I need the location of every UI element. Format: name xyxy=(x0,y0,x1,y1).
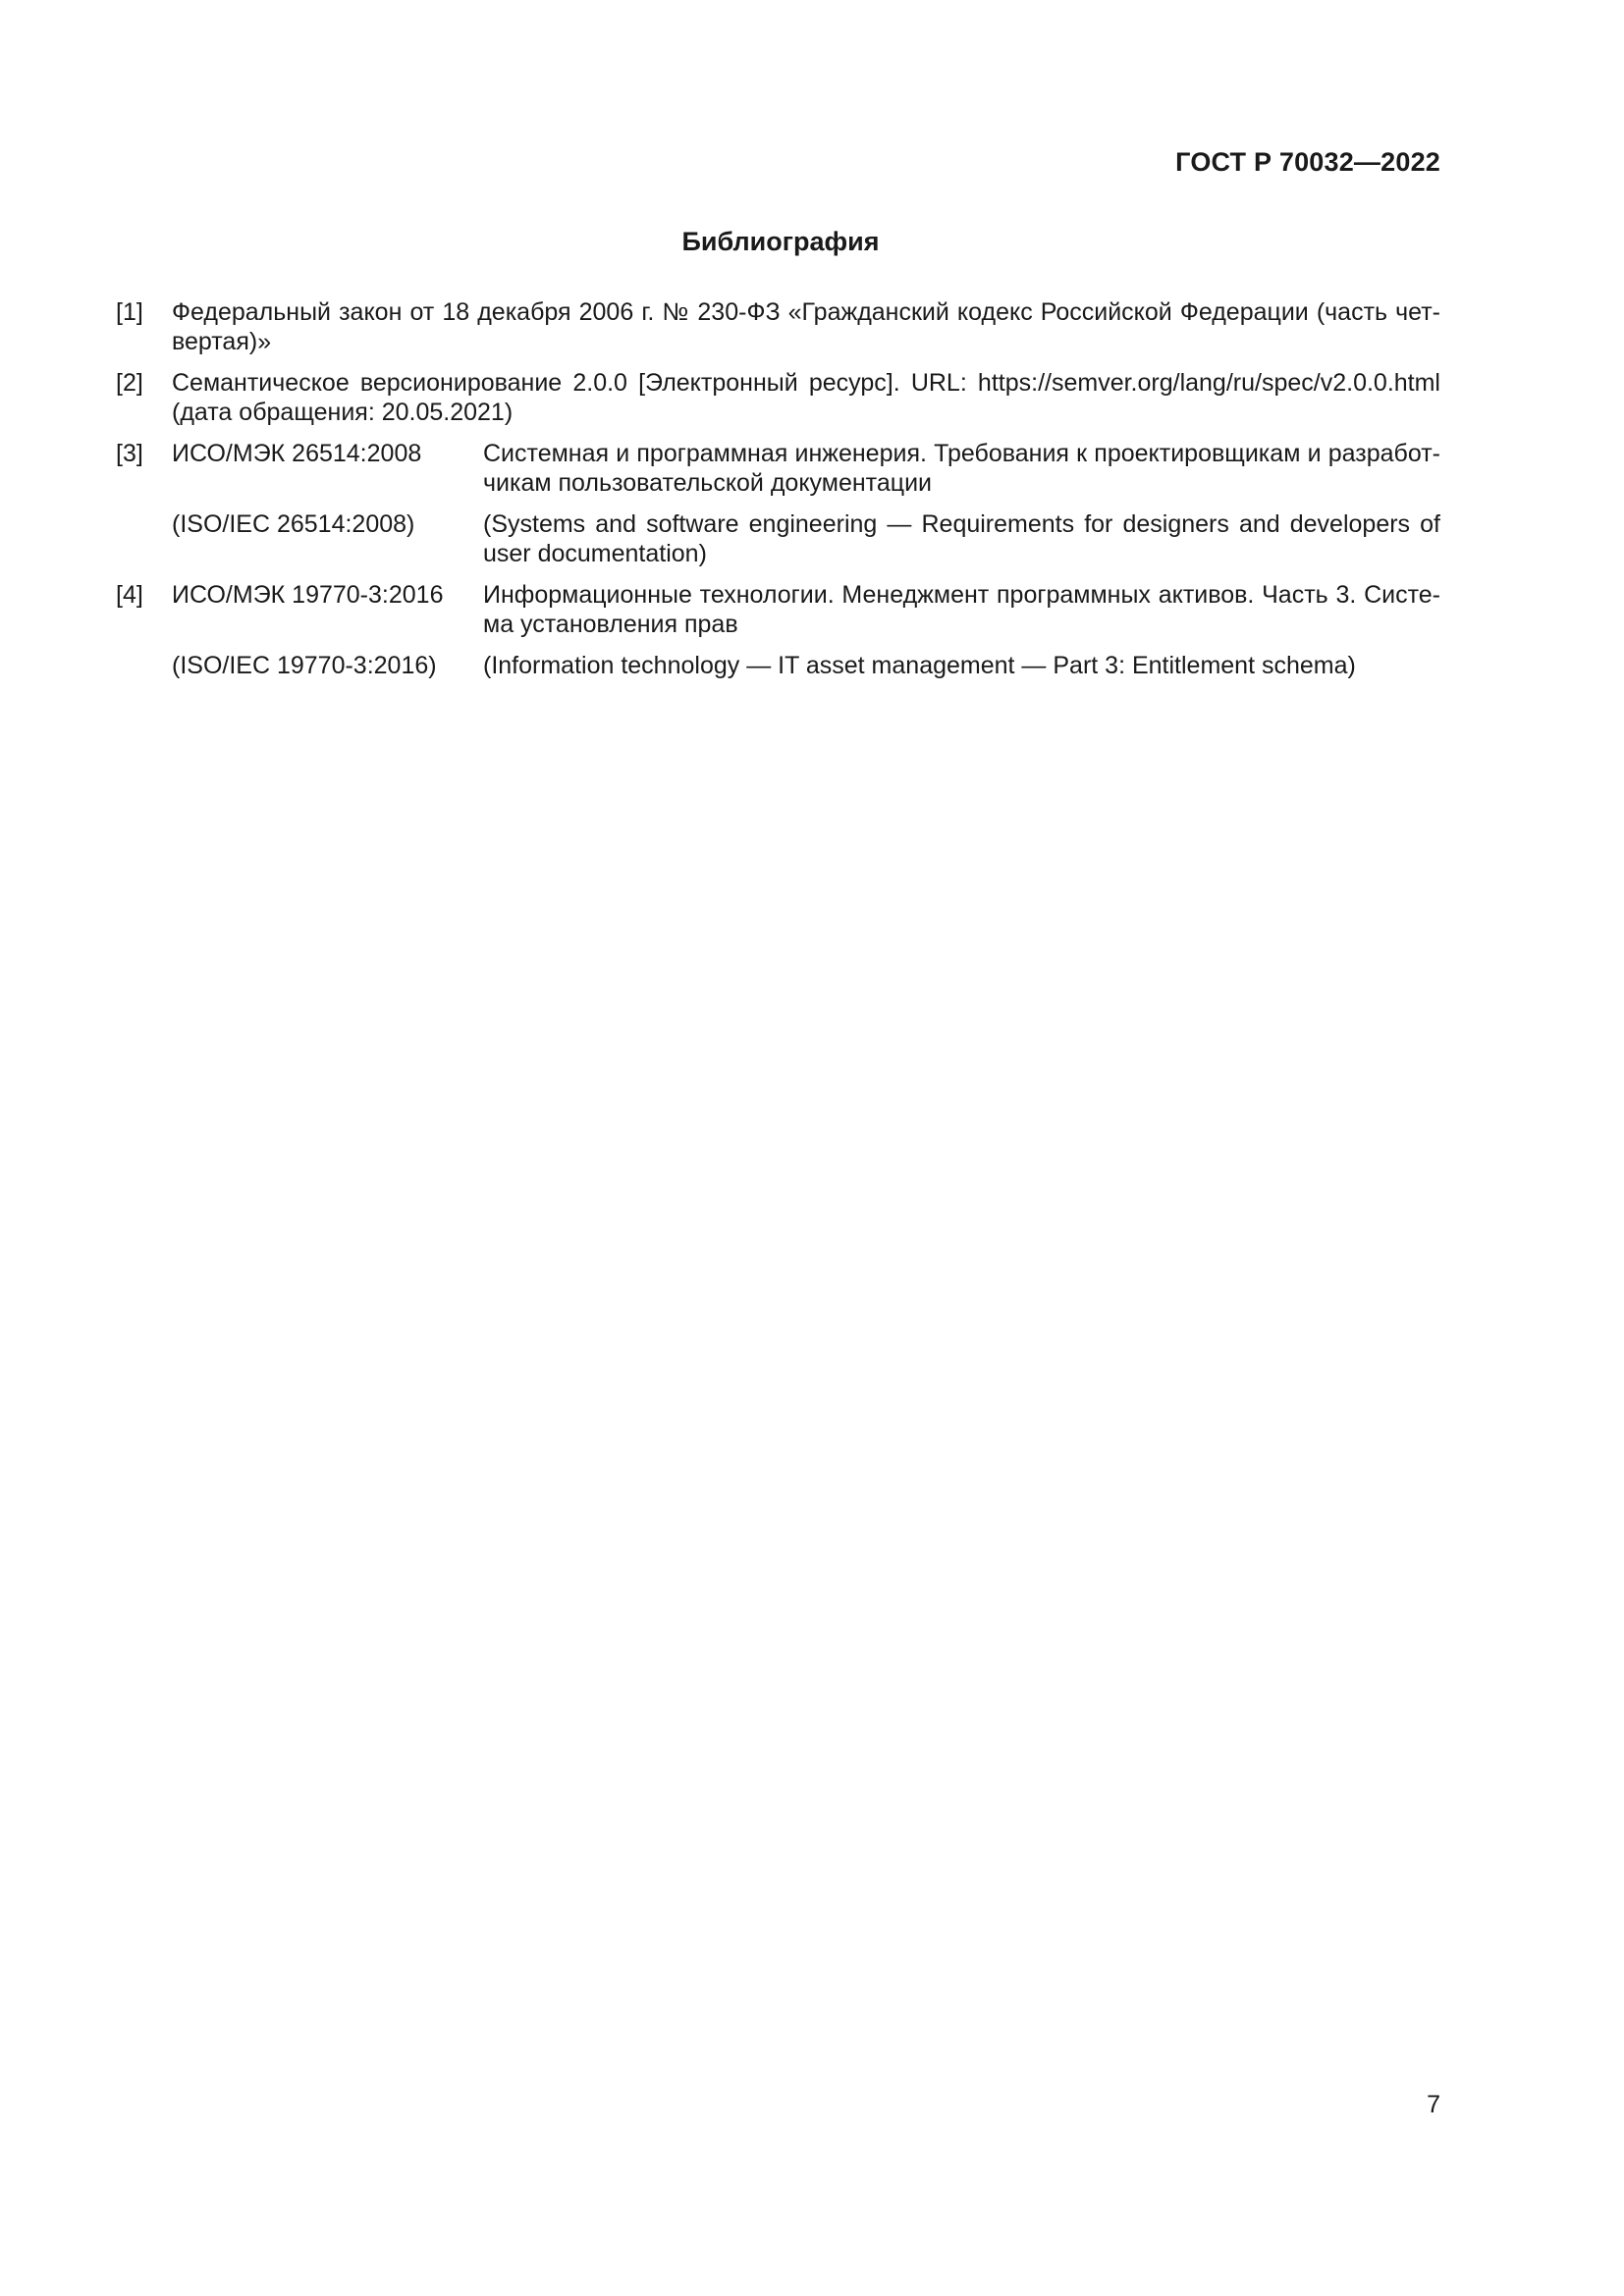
standard-title: Системная и программная инженерия. Требования к проектировщикам и разработ-чикам пользовательской документации xyxy=(483,440,1440,497)
standard-code: ИСО/МЭК 19770-3:2016 xyxy=(172,581,444,609)
entry-text: Семантическое версионирование 2.0.0 [Электронный ресурс]. URL: https://semver.org/lang/ru/spec/v2.0.0.html (дата обращения: 20.05.2021) xyxy=(172,369,1440,426)
standard-code: (ISO/IEC 26514:2008) xyxy=(172,510,415,538)
bibliography-list xyxy=(116,297,1440,692)
entry-number: [3] xyxy=(116,440,143,467)
standard-title: Информационные технологии. Менеджмент программных активов. Часть 3. Систе-ма установления прав xyxy=(483,581,1440,638)
standard-row xyxy=(172,580,1440,639)
standard-code: (ISO/IEC 19770-3:2016) xyxy=(172,652,437,679)
standard-row xyxy=(172,509,1440,568)
entry-text: Федеральный закон от 18 декабря 2006 г. № 230-ФЗ «Гражданский кодекс Российской Федерации (часть чет-вертая)» xyxy=(172,298,1440,355)
entry-number: [2] xyxy=(116,369,143,397)
bibliography-entry-3 xyxy=(116,439,1440,568)
bibliography-entry-2 xyxy=(116,368,1440,427)
page-number: 7 xyxy=(1427,2091,1440,2118)
entry-standards xyxy=(172,580,1440,680)
entry-number: [4] xyxy=(116,581,143,609)
standard-title: (Systems and software engineering — Requirements for designers and developers of user documentation) xyxy=(483,510,1440,567)
entry-standards xyxy=(172,439,1440,568)
standard-row xyxy=(172,651,1440,680)
bibliography-title: Библиография xyxy=(681,227,880,256)
standard-code: ИСО/МЭК 26514:2008 xyxy=(172,440,422,467)
bibliography-entry-1 xyxy=(116,297,1440,356)
standard-title: (Information technology — IT asset management — Part 3: Entitlement schema) xyxy=(483,652,1356,679)
standard-id-header: ГОСТ Р 70032—2022 xyxy=(1175,147,1440,177)
standard-row xyxy=(172,439,1440,498)
bibliography-entry-4 xyxy=(116,580,1440,680)
entry-number: [1] xyxy=(116,298,143,326)
